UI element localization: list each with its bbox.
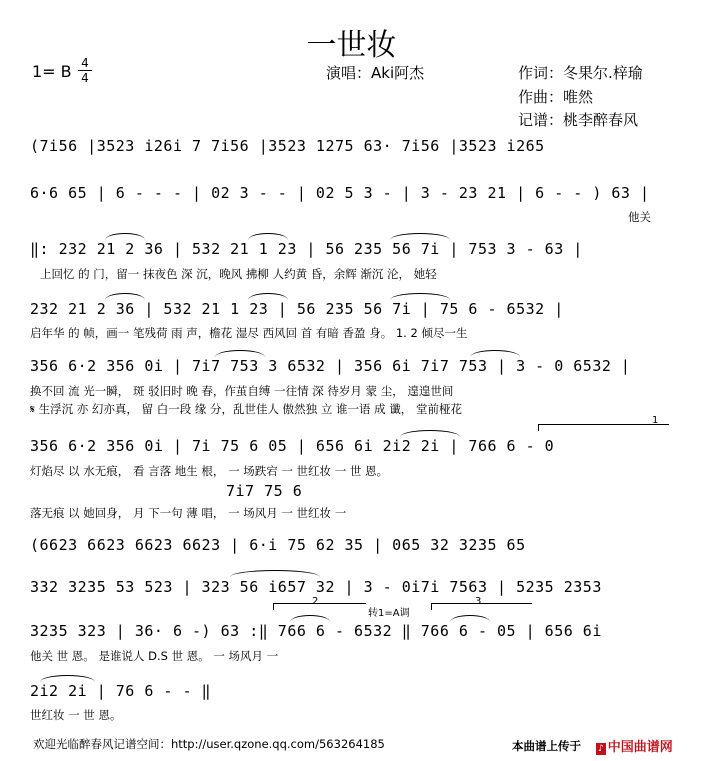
slur-arc — [248, 293, 288, 300]
score-line-1: (7i56 |3523 i26i 7 7i56 |3523 1275 63· 7i56 |3523 i265 — [30, 137, 545, 155]
score-line-6: 356 6·2 356 0i | 7i 75 6 05 | 656 6i 2i2 2i | 766 6 - 0 — [30, 437, 555, 455]
score-line-2: 6·6 65 | 6 - - - | 02 3 - - | 02 5 3 - | 3 - 23 21 | 6 - - ) 63 | — [30, 184, 650, 202]
lyric-line-11: 世红妆 一 世 恩。 — [30, 708, 122, 722]
slur-arc — [400, 430, 460, 437]
slur-arc — [390, 233, 450, 240]
lyric-line-4: 启年华 的 帧，画一 笔残荷 雨 声，檐花 湿尽 西风回 首 有暗 香盈 身。 1. 2 倾尽一生 — [30, 326, 468, 340]
slur-arc — [470, 350, 520, 357]
song-title: 一世妆 — [306, 28, 397, 63]
slur-arc — [40, 675, 95, 682]
score-line-7: 7i7 75 6 — [226, 482, 303, 500]
meter-top: 4 — [81, 56, 89, 70]
score-line-9: 332 3235 53 523 | 323 56 i657 32 | 3 - 0i7i 7563 | 5235 2353 — [30, 578, 602, 596]
modulation-note: 转1=A调 — [368, 608, 410, 619]
lyric-line-7: 落无痕 以 她回身， 月 下一句 薄 唱， 一 场风月 一 世红妆 一 — [30, 506, 347, 520]
logo-icon: ♪ — [598, 744, 604, 754]
key-signature: 1= B — [32, 62, 72, 81]
lyric-line-6: 灯焰尽 以 水无痕， 看 言落 地生 根， 一 场跌宕 一 世红妆 一 世 恩。 — [30, 464, 389, 478]
slur-arc — [290, 615, 330, 622]
lyricist-credit: 作词：冬果尔.梓瑜 — [518, 64, 643, 82]
meter-bottom: 4 — [81, 71, 89, 85]
composer-credit: 作曲：唯然 — [518, 88, 594, 106]
upload-note: 本曲谱上传于 — [512, 739, 581, 753]
score-line-4: 232 21 2 36 | 532 21 1 23 | 56 235 56 7i | 75 6 - 6532 | — [30, 300, 564, 318]
score-line-5: 356 6·2 356 0i | 7i7 753 3 6532 | 356 6i 7i7 753 | 3 - 0 6532 | — [30, 357, 631, 375]
score-line-11: 2i2 2i | 76 6 - - ‖ — [30, 682, 212, 700]
slur-arc — [105, 233, 145, 240]
time-signature — [78, 57, 92, 84]
volta-3-bracket — [431, 603, 532, 610]
slur-arc — [450, 615, 490, 622]
volta-2-label: 2 — [312, 596, 319, 607]
score-line-8: (6623 6623 6623 6623 | 6·i 75 62 35 | 065 32 3235 65 — [30, 536, 526, 554]
volta-1-label: 1 — [652, 415, 659, 426]
lyric-line-3: 上回忆 的 门，留一 抹夜色 深 沉，晚风 拂柳 人约黄 昏，余辉 渐沉 沦， 她轻 — [40, 267, 437, 281]
volta-2-bracket — [273, 603, 366, 610]
lyric-line-5a: 换不回 流 光一瞬， 斑 驳旧时 晚 春，作茧自缚 一往情 深 待岁月 蒙 尘， 遑遑世间 — [30, 384, 454, 398]
slur-arc — [230, 570, 320, 577]
volta-1-bracket — [538, 424, 669, 431]
slur-arc — [105, 293, 145, 300]
transcriber-credit: 记谱：桃李醉春风 — [518, 111, 639, 129]
singer-credit: 演唱：Aki阿杰 — [326, 64, 425, 82]
volta-3-label: 3 — [475, 596, 482, 607]
logo-text: 中国曲谱网 — [607, 740, 673, 755]
lyric-line-2: 他关 — [628, 210, 651, 224]
slur-arc — [215, 350, 265, 357]
lyric-line-10: 他关 世 恩。 是谁说人 D.S 世 恩。 一 场风月 一 — [30, 649, 279, 663]
slur-arc — [248, 233, 288, 240]
score-line-10: 3235 323 | 36· 6 -) 63 :‖ 766 6 - 6532 ‖ 766 6 - 05 | 656 6i — [30, 622, 602, 640]
lyric-line-5b: 𝄋 生浮沉 亦 幻亦真， 留 白一段 缘 分，乱世佳人 傲然独 立 谁一语 成 谶， 堂前桠花 — [30, 402, 462, 416]
slur-arc — [390, 293, 450, 300]
footer-link[interactable]: 欢迎光临醉春风记谱空间：http://user.qzone.qq.com/563264185 — [33, 737, 385, 751]
score-line-3: ‖: 232 21 2 36 | 532 21 1 23 | 56 235 56 7i | 753 3 - 63 | — [30, 240, 583, 258]
site-logo[interactable] — [596, 736, 673, 755]
